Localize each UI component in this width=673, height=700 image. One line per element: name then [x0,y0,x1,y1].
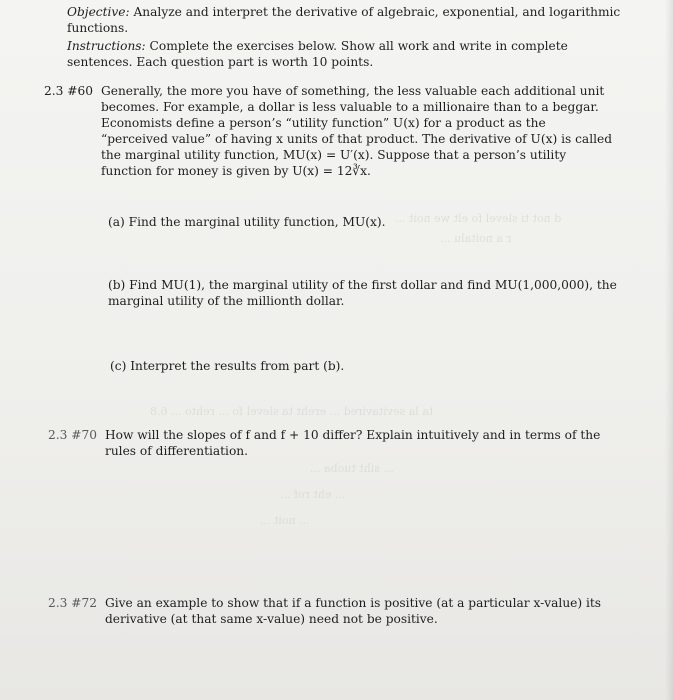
question-text: Give an example to show that if a function is positive (at a particular x-value) its derivative (at that same x-value) need not be positive. [105,596,602,626]
part-a: (a) Find the marginal utility function, MU(x). [108,215,386,229]
bleed-through-text: ta la sevitavired ... ereht ta slevel fo ... rehto ... 6.8 [150,405,434,418]
instructions-label: Instructions: [67,39,146,53]
part-c: (c) Interpret the results from part (b). [110,359,345,373]
question-number: 2.3 #72 [48,596,97,610]
bleed-through-text: r a noitalu ... [440,232,512,245]
question-number: 2.3 #60 [44,84,93,98]
objective-text: Analyze and interpret the derivative of algebraic, exponential, and logarithmic functions. [67,5,621,35]
instructions-text: Complete the exercises below. Show all work and write in complete sentences. Each question part is worth 10 points. [67,39,568,69]
question-number: 2.3 #70 [48,428,97,442]
part-b: (b) Find MU(1), the marginal utility of the first dollar and find MU(1,000,000), the marginal utility of the millionth dollar. [108,278,617,308]
objective-paragraph [67,4,627,36]
instructions-paragraph [67,38,627,70]
bleed-through-text: ... siht tuoba ... [310,462,394,475]
page-edge-shadow [665,0,673,700]
question-text: Generally, the more you have of something, the less valuable each additional unit becomes. For example, a dollar is less valuable to a millionaire than to a beggar. Economists define a person’s “utility function” U(x) for a product as the “perceived value” of having x units of that product. The derivative of U(x) is called the marginal utility function, MU(x) = U′(x). Suppose that a person’s utility function for money is given by U(x) = 12∛x. [101,84,613,178]
bleed-through-text: ... eht rof ... [280,488,346,501]
objective-label: Objective: [67,5,130,19]
question-text: How will the slopes of f and f + 10 differ? Explain intuitively and in terms of the rules of differentiation. [105,428,601,458]
bleed-through-text: ... noit ... [260,514,310,527]
bleed-through-text: d not ti slevel fo elt we noit ... [395,212,562,225]
